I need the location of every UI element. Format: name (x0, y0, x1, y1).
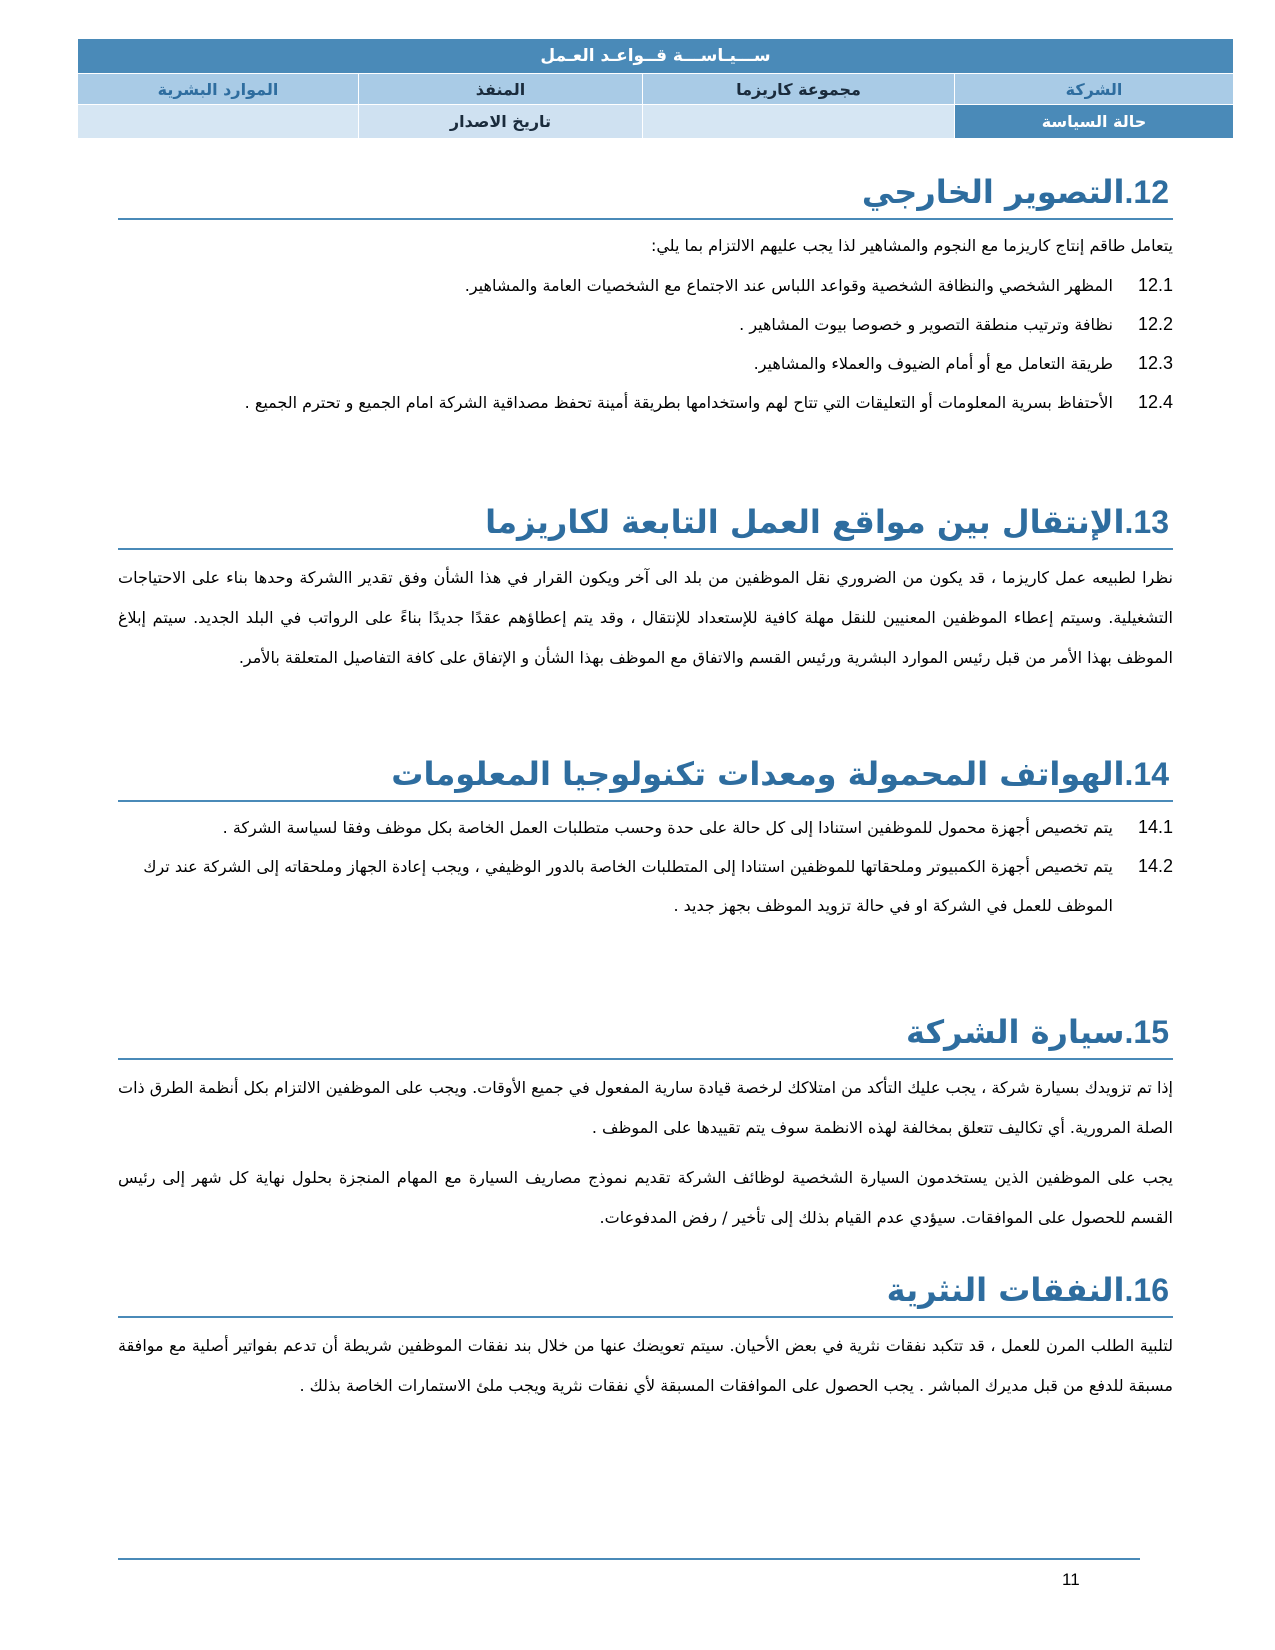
document-body (118, 170, 1173, 1406)
status-value (643, 105, 955, 139)
section-13 (118, 500, 1173, 752)
issued-by-label: المنفذ (359, 74, 643, 105)
section-title: 15.سيارة الشركة (118, 1010, 1173, 1060)
section-title: 16.النفقات النثرية (118, 1268, 1173, 1318)
section-paragraph: إذا تم تزويدك بسيارة شركة ، يجب عليك التأكد من امتلاكك لرخصة قيادة سارية المفعول في جميع الأوقات. ويجب على الموظفين الالتزام بكل أنظمة الطرق ذات الصلة المرورية. أي تكاليف تتعلق بمخالفة لهذه الانظمة سوف يتم تقييدها على الموظف . (118, 1078, 1173, 1137)
issue-date-label: تاريخ الاصدار (359, 105, 643, 139)
list-item: 12.2 نظافة وترتيب منطقة التصوير و خصوصا بيوت المشاهير . (739, 314, 1173, 334)
list-item: 14.2 يتم تخصيص أجهزة الكمبيوتر وملحقاتها للموظفين استنادا إلى المتطلبات الخاصة بالدور الوظيفي ، ويجب إعادة الجهاز وملحقاته إلى الشركة عند ترك الموظف للعمل في الشركة او في حالة تزويد الموظف بجهز جديد . (143, 856, 1173, 915)
section-title: 12.التصوير الخارجي (118, 170, 1173, 220)
section-title: 13.الإنتقال بين مواقع العمل التابعة لكاريزما (118, 500, 1173, 550)
section-15 (118, 1010, 1173, 1268)
footer-divider (118, 1558, 1140, 1560)
policy-header-table (77, 38, 1234, 139)
issued-by-value: الموارد البشرية (78, 74, 359, 105)
section-16 (118, 1268, 1173, 1406)
section-paragraph: لتلبية الطلب المرن للعمل ، قد تتكبد نفقات نثرية في بعض الأحيان. سيتم تعويضك عنها من خلال بند نفقات الموظفين شريطة أن تدعم بفواتير أصلية مع موافقة مسبقة للدفع من قبل مديرك المباشر . يجب الحصول على الموافقات المسبقة لأي نفقات نثرية ويجب ملئ الاستمارات الخاصة بذلك . (118, 1336, 1173, 1395)
list-item: 12.4 الأحتفاظ بسرية المعلومات أو التعليقات التي تتاح لهم واستخدامها بطريقة أمينة تحفظ مصداقية الشركة امام الجميع و تحترم الجميع . (244, 392, 1173, 412)
section-paragraph: يجب على الموظفين الذين يستخدمون السيارة الشخصية لوظائف الشركة تقديم نموذج مصاريف السيارة مع المهام المنجزة بحلول نهاية كل شهر إلى رئيس القسم للحصول على الموافقات. سيؤدي عدم القيام بذلك إلى تأخير / رفض المدفوعات. (118, 1168, 1173, 1227)
section-title: 14.الهواتف المحمولة ومعدات تكنولوجيا المعلومات (118, 752, 1173, 802)
item-list (118, 808, 1173, 925)
list-item: 14.1 يتم تخصيص أجهزة محمول للموظفين استنادا إلى كل حالة على حدة وحسب متطلبات العمل الخاصة بكل موظف وفقا لسياسة الشركة . (222, 817, 1173, 837)
policy-title: ســـيـاســـة قــواعـد العـمل (78, 39, 1234, 74)
section-paragraph: نظرا لطبيعه عمل كاريزما ، قد يكون من الضروري نقل الموظفين من بلد الى آخر ويكون القرار في هذا الشأن وفق تقدير االشركة وحدها بناء على الاحتياجات التشغيلية. وسيتم إعطاء الموظفين المعنيين للنقل مهلة كافية للإستعداد للإنتقال ، وقد يتم إعطاؤهم عقدًا جديدًا بناءً على الرواتب في البلد الجديد. سيتم إبلاغ الموظف بهذا الأمر من قبل رئيس الموارد البشرية ورئيس القسم والاتفاق مع الموظف بهذا الشأن و الإتفاق على كافة التفاصيل المتعلقة بالأمر. (118, 568, 1173, 667)
section-14 (118, 752, 1173, 1010)
list-item: 12.3 طريقة التعامل مع أو أمام الضيوف والعملاء والمشاهير. (753, 353, 1173, 373)
issue-date-value (78, 105, 359, 139)
company-value: مجموعة كاريزما (643, 74, 955, 105)
status-label: حالة السياسة (955, 105, 1234, 139)
page-number: 11 (1062, 1570, 1080, 1589)
company-label: الشركة (955, 74, 1234, 105)
section-intro: يتعامل طاقم إنتاج كاريزما مع النجوم والمشاهير لذا يجب عليهم الالتزام بما يلي: (650, 236, 1173, 255)
section-12 (118, 170, 1173, 500)
list-item: 12.1 المظهر الشخصي والنظافة الشخصية وقواعد اللباس عند الاجتماع مع الشخصيات العامة والمشاهير. (464, 275, 1173, 295)
item-list (118, 266, 1173, 422)
